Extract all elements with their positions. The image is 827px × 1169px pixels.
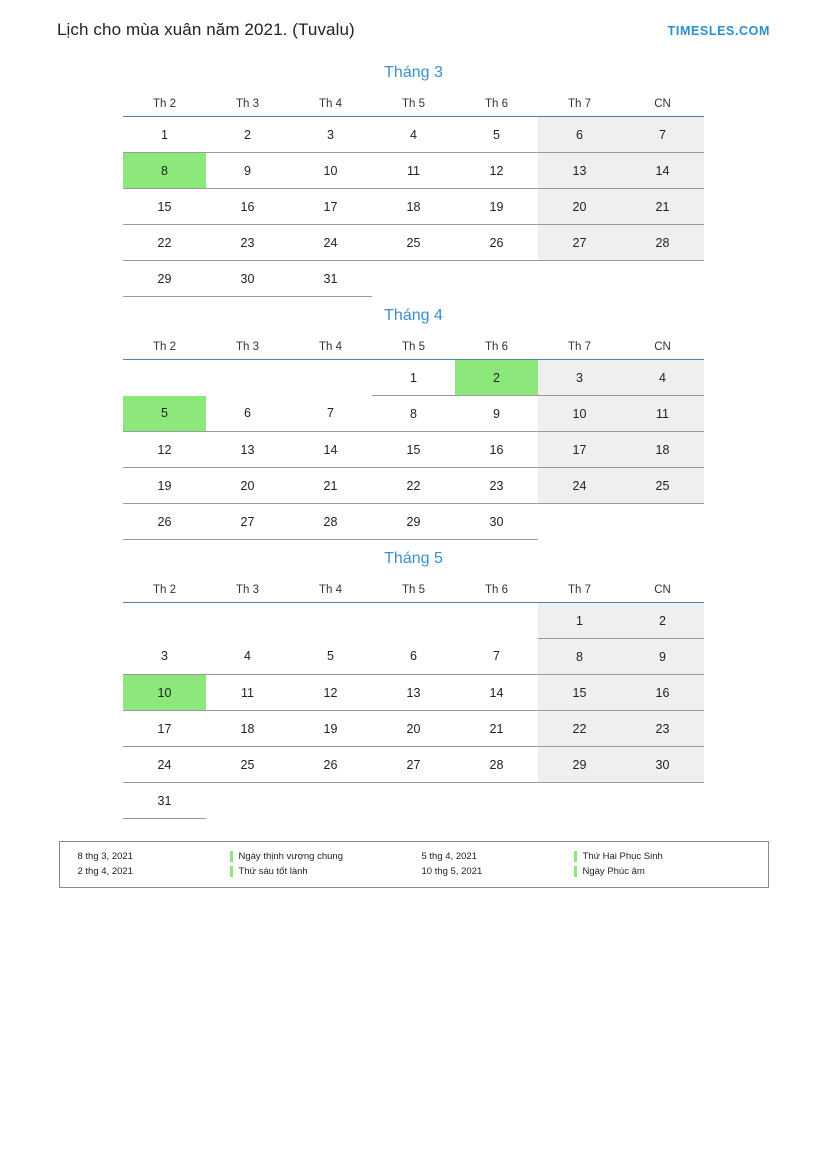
legend-item bbox=[414, 864, 758, 879]
day-cell[interactable]: 14 bbox=[289, 432, 372, 468]
day-cell[interactable]: 6 bbox=[538, 117, 621, 153]
weekday-header-row bbox=[123, 94, 704, 117]
day-cell[interactable]: 4 bbox=[372, 117, 455, 153]
weekday-header: Th 3 bbox=[206, 94, 289, 117]
legend-date: 8 thg 3, 2021 bbox=[77, 851, 133, 862]
week-row bbox=[123, 747, 704, 783]
weekday-header: Th 7 bbox=[538, 580, 621, 603]
weekday-header-row bbox=[123, 580, 704, 603]
weekday-header: Th 6 bbox=[455, 337, 538, 360]
page-title: Lịch cho mùa xuân năm 2021. (Tuvalu) bbox=[57, 20, 355, 39]
weekday-header: Th 6 bbox=[455, 580, 538, 603]
day-cell[interactable]: 3 bbox=[123, 639, 206, 675]
day-cell[interactable]: 8 bbox=[372, 396, 455, 432]
week-row bbox=[123, 360, 704, 396]
month-table bbox=[123, 94, 704, 297]
month-block bbox=[0, 307, 827, 540]
day-cell[interactable]: 3 bbox=[289, 117, 372, 153]
day-cell[interactable]: 19 bbox=[455, 189, 538, 225]
day-cell[interactable]: 20 bbox=[206, 468, 289, 504]
week-row bbox=[123, 225, 704, 261]
day-cell[interactable]: 6 bbox=[206, 396, 289, 432]
day-cell[interactable]: 2 bbox=[206, 117, 289, 153]
month-title: Tháng 4 bbox=[384, 307, 443, 324]
day-cell[interactable]: 19 bbox=[123, 468, 206, 504]
weekday-header: CN bbox=[621, 94, 704, 117]
day-cell[interactable]: 18 bbox=[206, 711, 289, 747]
legend-color-swatch bbox=[230, 851, 233, 862]
day-cell[interactable]: 27 bbox=[206, 504, 289, 540]
legend-color-swatch bbox=[230, 866, 233, 877]
week-row bbox=[123, 675, 704, 711]
day-cell[interactable]: 19 bbox=[289, 711, 372, 747]
month-title: Tháng 3 bbox=[384, 64, 443, 81]
day-cell[interactable]: 28 bbox=[455, 747, 538, 783]
day-cell[interactable]: 13 bbox=[538, 153, 621, 189]
day-cell[interactable]: 25 bbox=[621, 468, 704, 504]
day-cell[interactable]: 9 bbox=[206, 153, 289, 189]
day-cell[interactable]: 11 bbox=[621, 396, 704, 432]
day-cell[interactable]: 18 bbox=[621, 432, 704, 468]
week-row bbox=[123, 189, 704, 225]
brand-logo: TIMESLES.COM bbox=[667, 24, 770, 38]
day-cell[interactable]: 29 bbox=[538, 747, 621, 783]
page-header bbox=[0, 0, 827, 40]
legend-label: Thứ sáu tốt lành bbox=[238, 866, 308, 877]
weekday-header: Th 5 bbox=[372, 337, 455, 360]
day-cell[interactable]: 12 bbox=[289, 675, 372, 711]
day-cell[interactable]: 5 bbox=[455, 117, 538, 153]
day-cell[interactable]: 16 bbox=[206, 189, 289, 225]
months-container bbox=[0, 40, 827, 819]
day-cell[interactable]: 6 bbox=[372, 639, 455, 675]
day-cell-empty bbox=[372, 783, 455, 819]
day-cell[interactable]: 4 bbox=[206, 639, 289, 675]
week-row bbox=[123, 504, 704, 540]
day-cell-empty bbox=[455, 603, 538, 639]
weekday-header: Th 4 bbox=[289, 580, 372, 603]
weekday-header: Th 5 bbox=[372, 94, 455, 117]
day-cell[interactable]: 23 bbox=[206, 225, 289, 261]
weekday-header: Th 5 bbox=[372, 580, 455, 603]
day-cell[interactable]: 4 bbox=[621, 360, 704, 396]
day-cell[interactable]: 22 bbox=[538, 711, 621, 747]
day-cell[interactable]: 23 bbox=[455, 468, 538, 504]
weekday-header: Th 3 bbox=[206, 580, 289, 603]
week-row bbox=[123, 639, 704, 675]
day-cell[interactable]: 15 bbox=[123, 189, 206, 225]
legend-row bbox=[70, 864, 758, 879]
day-cell-holiday[interactable]: 8 bbox=[123, 153, 206, 189]
week-row bbox=[123, 711, 704, 747]
weekday-header: Th 2 bbox=[123, 337, 206, 360]
day-cell-empty bbox=[206, 783, 289, 819]
month-title: Tháng 5 bbox=[384, 550, 443, 567]
day-cell-empty bbox=[289, 603, 372, 639]
legend-label: Thứ Hai Phục Sinh bbox=[582, 851, 663, 862]
day-cell[interactable]: 7 bbox=[621, 117, 704, 153]
day-cell-empty bbox=[455, 261, 538, 297]
day-cell[interactable]: 25 bbox=[206, 747, 289, 783]
day-cell-holiday[interactable]: 5 bbox=[123, 396, 206, 432]
day-cell-empty bbox=[289, 783, 372, 819]
week-row bbox=[123, 432, 704, 468]
day-cell[interactable]: 12 bbox=[455, 153, 538, 189]
day-cell[interactable]: 29 bbox=[372, 504, 455, 540]
week-row bbox=[123, 153, 704, 189]
legend-date: 10 thg 5, 2021 bbox=[421, 866, 483, 877]
legend-item bbox=[414, 849, 758, 864]
day-cell[interactable]: 8 bbox=[538, 639, 621, 675]
day-cell-empty bbox=[538, 783, 621, 819]
day-cell[interactable]: 24 bbox=[538, 468, 621, 504]
day-cell[interactable]: 28 bbox=[289, 504, 372, 540]
legend-item bbox=[70, 849, 414, 864]
day-cell[interactable]: 31 bbox=[123, 783, 206, 819]
weekday-header: CN bbox=[621, 580, 704, 603]
weekday-header: Th 7 bbox=[538, 94, 621, 117]
day-cell-empty bbox=[206, 603, 289, 639]
day-cell[interactable]: 30 bbox=[455, 504, 538, 540]
legend-color-swatch bbox=[574, 866, 577, 877]
day-cell[interactable]: 10 bbox=[289, 153, 372, 189]
day-cell[interactable]: 25 bbox=[372, 225, 455, 261]
day-cell-empty bbox=[538, 261, 621, 297]
week-row bbox=[123, 117, 704, 153]
week-row bbox=[123, 468, 704, 504]
month-block bbox=[0, 550, 827, 819]
day-cell[interactable]: 14 bbox=[455, 675, 538, 711]
day-cell[interactable]: 21 bbox=[455, 711, 538, 747]
day-cell-holiday[interactable]: 2 bbox=[455, 360, 538, 396]
day-cell[interactable]: 9 bbox=[455, 396, 538, 432]
day-cell[interactable]: 28 bbox=[621, 225, 704, 261]
day-cell[interactable]: 24 bbox=[289, 225, 372, 261]
legend-date: 2 thg 4, 2021 bbox=[77, 866, 133, 877]
week-row bbox=[123, 261, 704, 297]
day-cell[interactable]: 17 bbox=[289, 189, 372, 225]
day-cell[interactable]: 17 bbox=[538, 432, 621, 468]
weekday-header: Th 6 bbox=[455, 94, 538, 117]
day-cell[interactable]: 7 bbox=[455, 639, 538, 675]
weekday-header: Th 4 bbox=[289, 94, 372, 117]
day-cell[interactable]: 5 bbox=[289, 639, 372, 675]
day-cell-empty bbox=[455, 783, 538, 819]
week-row bbox=[123, 783, 704, 819]
day-cell-holiday[interactable]: 10 bbox=[123, 675, 206, 711]
legend-color-swatch bbox=[574, 851, 577, 862]
day-cell[interactable]: 10 bbox=[538, 396, 621, 432]
day-cell[interactable]: 23 bbox=[621, 711, 704, 747]
day-cell[interactable]: 24 bbox=[123, 747, 206, 783]
weekday-header-row bbox=[123, 337, 704, 360]
day-cell-empty bbox=[123, 360, 206, 396]
weekday-header: CN bbox=[621, 337, 704, 360]
day-cell-empty bbox=[621, 504, 704, 540]
day-cell[interactable]: 22 bbox=[372, 468, 455, 504]
legend-box bbox=[59, 841, 769, 888]
weekday-header: Th 7 bbox=[538, 337, 621, 360]
weekday-header: Th 3 bbox=[206, 337, 289, 360]
day-cell[interactable]: 26 bbox=[123, 504, 206, 540]
day-cell[interactable]: 21 bbox=[621, 189, 704, 225]
day-cell[interactable]: 27 bbox=[372, 747, 455, 783]
day-cell[interactable]: 18 bbox=[372, 189, 455, 225]
day-cell[interactable]: 11 bbox=[372, 153, 455, 189]
legend-date: 5 thg 4, 2021 bbox=[421, 851, 477, 862]
day-cell[interactable]: 22 bbox=[123, 225, 206, 261]
day-cell-empty bbox=[206, 360, 289, 396]
day-cell[interactable]: 31 bbox=[289, 261, 372, 297]
day-cell[interactable]: 9 bbox=[621, 639, 704, 675]
day-cell[interactable]: 20 bbox=[538, 189, 621, 225]
week-row bbox=[123, 603, 704, 639]
day-cell[interactable]: 20 bbox=[372, 711, 455, 747]
day-cell[interactable]: 11 bbox=[206, 675, 289, 711]
day-cell[interactable]: 2 bbox=[621, 603, 704, 639]
day-cell[interactable]: 30 bbox=[621, 747, 704, 783]
legend-row bbox=[70, 849, 758, 864]
day-cell-empty bbox=[538, 504, 621, 540]
month-table bbox=[123, 337, 704, 540]
day-cell-empty bbox=[621, 783, 704, 819]
day-cell[interactable]: 13 bbox=[206, 432, 289, 468]
day-cell[interactable]: 12 bbox=[123, 432, 206, 468]
day-cell[interactable]: 1 bbox=[123, 117, 206, 153]
day-cell[interactable]: 21 bbox=[289, 468, 372, 504]
day-cell[interactable]: 16 bbox=[455, 432, 538, 468]
day-cell[interactable]: 30 bbox=[206, 261, 289, 297]
legend-label: Ngày Phúc âm bbox=[582, 866, 645, 877]
day-cell[interactable]: 16 bbox=[621, 675, 704, 711]
day-cell[interactable]: 27 bbox=[538, 225, 621, 261]
month-table bbox=[123, 580, 704, 819]
day-cell[interactable]: 26 bbox=[289, 747, 372, 783]
weekday-header: Th 2 bbox=[123, 580, 206, 603]
day-cell-empty bbox=[289, 360, 372, 396]
day-cell[interactable]: 3 bbox=[538, 360, 621, 396]
day-cell[interactable]: 1 bbox=[372, 360, 455, 396]
day-cell[interactable]: 15 bbox=[538, 675, 621, 711]
month-block bbox=[0, 64, 827, 297]
day-cell[interactable]: 29 bbox=[123, 261, 206, 297]
legend-label: Ngày thịnh vượng chung bbox=[238, 851, 343, 862]
day-cell[interactable]: 13 bbox=[372, 675, 455, 711]
day-cell[interactable]: 14 bbox=[621, 153, 704, 189]
weekday-header: Th 4 bbox=[289, 337, 372, 360]
day-cell[interactable]: 17 bbox=[123, 711, 206, 747]
legend-item bbox=[70, 864, 414, 879]
day-cell[interactable]: 7 bbox=[289, 396, 372, 432]
week-row bbox=[123, 396, 704, 432]
day-cell[interactable]: 1 bbox=[538, 603, 621, 639]
day-cell[interactable]: 15 bbox=[372, 432, 455, 468]
day-cell-empty bbox=[123, 603, 206, 639]
day-cell-empty bbox=[621, 261, 704, 297]
day-cell-empty bbox=[372, 603, 455, 639]
day-cell[interactable]: 26 bbox=[455, 225, 538, 261]
weekday-header: Th 2 bbox=[123, 94, 206, 117]
day-cell-empty bbox=[372, 261, 455, 297]
